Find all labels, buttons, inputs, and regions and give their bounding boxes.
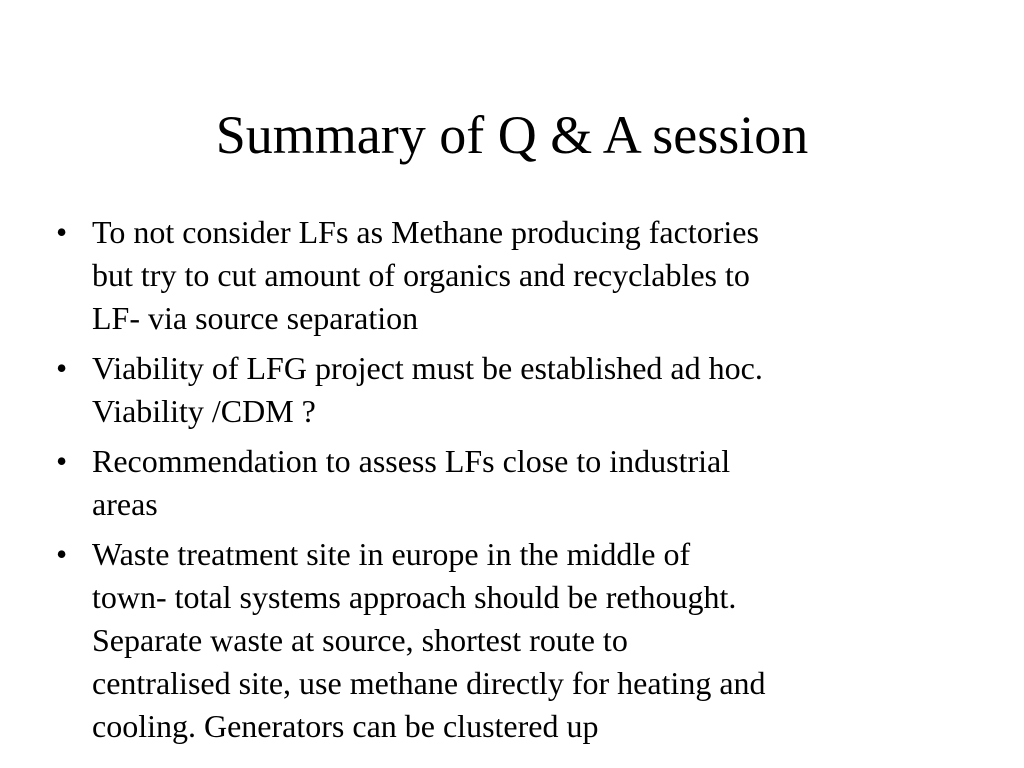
bullet-line: cooling. Generators can be clustered up xyxy=(92,708,599,744)
slide-title: Summary of Q & A session xyxy=(215,105,809,165)
bullet-text xyxy=(92,347,956,433)
bullet-line: LF- via source separation xyxy=(92,300,419,336)
bullet-line: To not consider LFs as Methane producing factories xyxy=(92,214,759,250)
bullet-line: Waste treatment site in europe in the middle of xyxy=(92,536,691,572)
bullet-text xyxy=(92,440,956,526)
bullet-line: Separate waste at source, shortest route to xyxy=(92,622,628,658)
bullet-line: town- total systems approach should be rethought. xyxy=(92,579,737,615)
bullet-line: but try to cut amount of organics and recyclables to xyxy=(92,257,750,293)
bullet-item xyxy=(56,440,956,526)
bullet-point-icon: • xyxy=(56,443,68,479)
bullet-text xyxy=(92,211,956,340)
bullet-item xyxy=(56,533,956,748)
bullet-line: Viability /CDM ? xyxy=(92,393,316,429)
bullet-point-icon: • xyxy=(56,536,68,572)
bullet-point-icon: • xyxy=(56,350,68,386)
bullet-line: centralised site, use methane directly for heating and xyxy=(92,665,766,701)
bullet-line: Recommendation to assess LFs close to industrial xyxy=(92,443,731,479)
bullet-point-icon: • xyxy=(56,214,68,250)
bullet-list xyxy=(56,211,956,755)
bullet-line: Viability of LFG project must be established ad hoc. xyxy=(92,350,763,386)
bullet-text xyxy=(92,533,956,748)
bullet-item xyxy=(56,211,956,340)
bullet-line: areas xyxy=(92,486,158,522)
bullet-item xyxy=(56,347,956,433)
